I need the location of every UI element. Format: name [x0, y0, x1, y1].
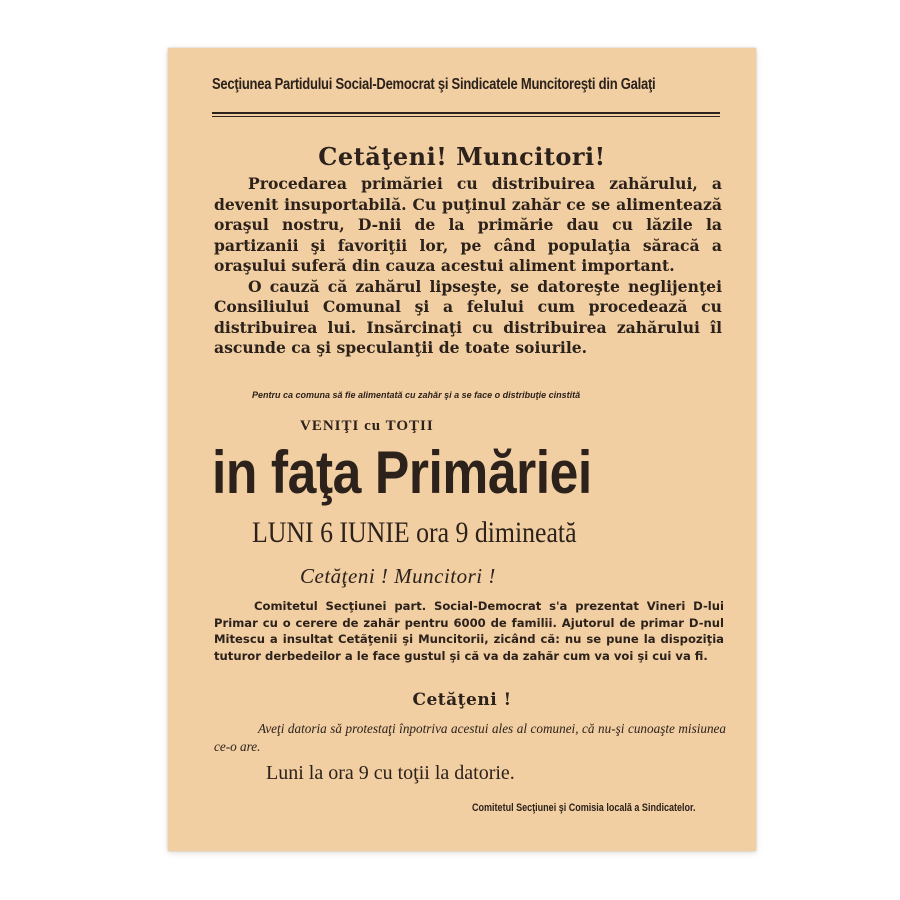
- veniti-line: VENIŢI cu TOŢII: [300, 418, 434, 434]
- subtitle-citizens: Cetăţeni !: [412, 690, 512, 710]
- leaflet-paper: [168, 48, 756, 851]
- header-rule-thick: [212, 112, 720, 114]
- paragraph-protest: [214, 720, 726, 756]
- big-headline: in faţa Primăriei: [212, 439, 592, 506]
- header-rule-thin: [212, 116, 720, 117]
- small-note: [214, 390, 724, 401]
- signature-line: Comitetul Secţiunei şi Comisia locală a Sindicatelor.: [472, 802, 696, 814]
- body-text: [214, 174, 722, 359]
- body-paragraph-1: Procedarea primăriei cu distribuirea zahărului, a devenit insuportabilă. Cu puţinul zahăr ce se alimentează oraşul nostru, D-nii de la primărie dau cu lăzile la partizanii şi favoriţii lor, pe când populaţia săracă a oraşului suferă din cauza acestui aliment important.: [214, 174, 722, 275]
- subtitle-citizens-workers: Cetăţeni ! Muncitori !: [300, 564, 496, 588]
- leaflet-title: Cetăţeni! Muncitori!: [318, 142, 606, 171]
- leaflet-header: Secţiunea Partidului Social-Democrat şi Sindicatele Muncitoreşti din Galaţi: [212, 76, 656, 93]
- body-paragraph-2: O cauză că zahărul lipseşte, se datoreşte neglijenţei Consiliului Comunal şi a felului cum procedează cu distribuirea lui. Insărcinaţi cu distribuirea zahărului îl ascunde ca şi speculanţii de toate soiurile.: [214, 276, 722, 357]
- small-note-text: Pentru ca comuna să fie alimentată cu zahăr şi a se face o distribuţie cinstită: [252, 390, 581, 400]
- date-line: LUNI 6 IUNIE ora 9 dimineată: [252, 516, 577, 549]
- paragraph-protest-text: Aveţi datoria să protestaţi înpotriva acestui ales al comunei, că nu-şi cunoaşte misiunea ce-o are.: [214, 721, 726, 754]
- final-call: Luni la ora 9 cu toţii la datorie.: [266, 762, 515, 784]
- paragraph-committee-text: Comitetul Secţiunei part. Social-Democrat s'a prezentat Vineri D-lui Primar cu o cerere de zahăr pentru 6000 de familii. Ajutorul de primar D-nul Mitescu a insultat Cetăţenii şi Muncitorii, zicând că: nu se pune la dispoziţia tuturor derbedeilor a le face gustul şi că va da zahăr cum va voi şi cui va fi.: [214, 599, 724, 663]
- paragraph-committee: [214, 598, 724, 664]
